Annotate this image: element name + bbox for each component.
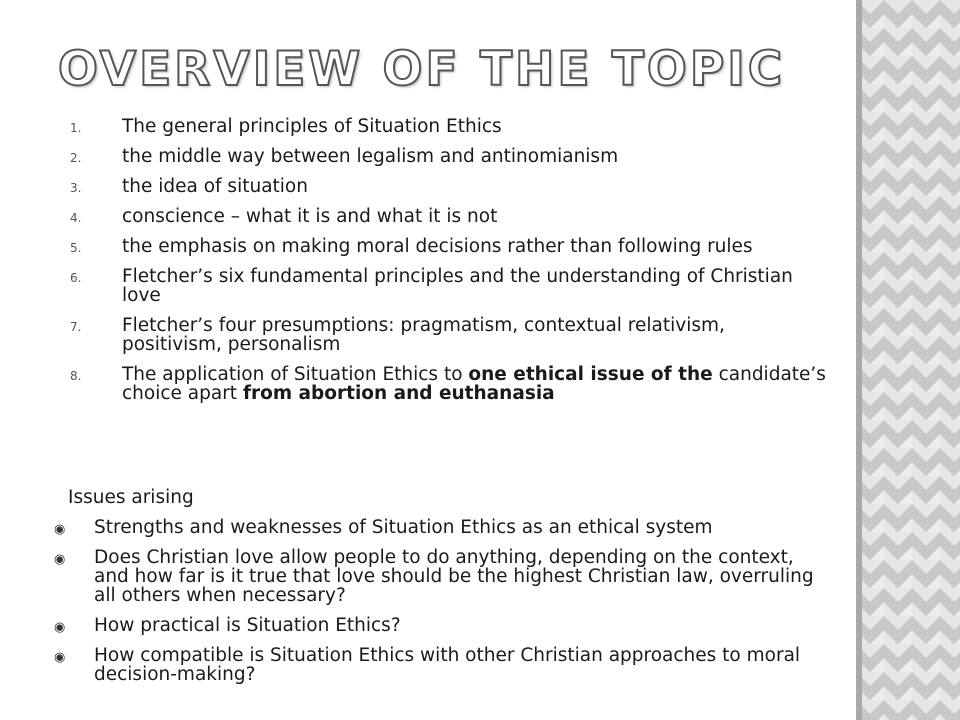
list-item — [52, 548, 832, 605]
list-number: 4. — [70, 211, 82, 225]
list-item-text: Fletcher’s four presumptions: pragmatism, contextual relativism, positivism, personalism — [122, 315, 725, 355]
list-item — [70, 147, 830, 166]
slide-title: OVERVIEW OF THE TOPIC — [58, 42, 786, 97]
list-item — [52, 646, 832, 684]
list-item — [70, 177, 830, 196]
list-item-bold-d: from abortion and euthanasia — [242, 383, 555, 404]
list-number: 3. — [70, 181, 82, 195]
list-item-text: The general principles of Situation Ethics — [122, 116, 502, 137]
topic-numbered-list — [70, 117, 830, 414]
list-number: 8. — [70, 369, 82, 383]
list-item — [70, 117, 830, 136]
list-item — [70, 237, 830, 256]
list-number: 6. — [70, 271, 82, 285]
bullet-text: How practical is Situation Ethics? — [94, 615, 401, 636]
circle-bullet-icon: ◉ — [54, 522, 66, 537]
list-item-text: the idea of situation — [122, 176, 308, 197]
list-item — [52, 616, 832, 635]
list-item-text-a: The application of Situation Ethics to — [122, 364, 469, 385]
list-item — [70, 365, 830, 403]
list-item — [70, 207, 830, 226]
list-item-text: the middle way between legalism and antinomianism — [122, 146, 619, 167]
list-item-text: conscience – what it is and what it is not — [122, 206, 498, 227]
bullet-text: Does Christian love allow people to do anything, depending on the context, and how far is it true that love should be the highest Christian law, overruling all others when necessary? — [94, 547, 814, 606]
list-number: 5. — [70, 241, 82, 255]
issues-heading: Issues arising — [68, 487, 194, 508]
bullet-text: How compatible is Situation Ethics with other Christian approaches to moral decision-making? — [94, 645, 801, 685]
list-item-text: Fletcher’s six fundamental principles and the understanding of Christian love — [122, 266, 793, 306]
bullet-text: Strengths and weaknesses of Situation Ethics as an ethical system — [94, 517, 713, 538]
list-item-bold-b: one ethical issue of the — [468, 364, 713, 385]
list-item — [70, 267, 830, 305]
list-item — [52, 518, 832, 537]
list-number: 2. — [70, 151, 82, 165]
issues-bullet-list — [52, 518, 832, 695]
circle-bullet-icon: ◉ — [54, 620, 66, 635]
list-number: 1. — [70, 121, 82, 135]
list-item — [70, 316, 830, 354]
circle-bullet-icon: ◉ — [54, 650, 66, 665]
list-number: 7. — [70, 320, 82, 334]
list-item-text: the emphasis on making moral decisions rather than following rules — [122, 236, 753, 257]
circle-bullet-icon: ◉ — [54, 552, 66, 567]
decorative-side-panel — [856, 0, 960, 720]
list-item-text-c: candidate’s choice apart — [122, 364, 826, 404]
